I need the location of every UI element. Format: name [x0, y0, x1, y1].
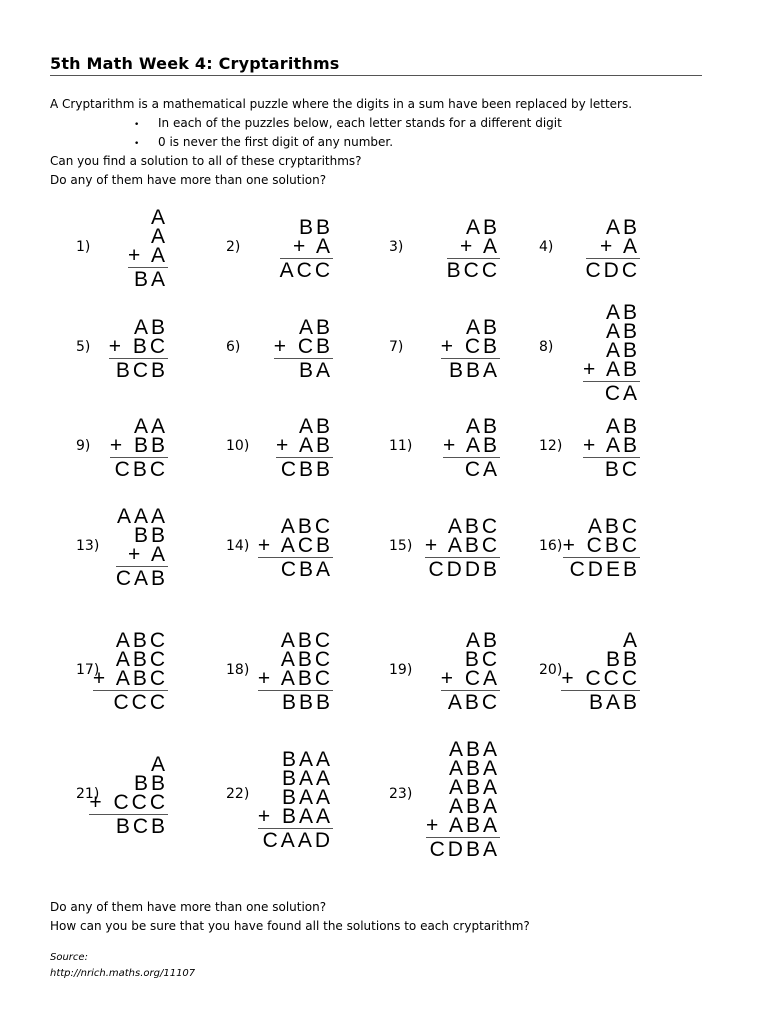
- cryptarithm: [583, 300, 640, 405]
- cryptarithm-addend: BAA: [281, 747, 333, 771]
- cryptarithm-addend: ABA: [448, 757, 500, 780]
- cryptarithm: [89, 755, 168, 836]
- question-text: Can you find a solution to all of these cryptarithms?: [50, 154, 362, 168]
- cryptarithm-addend: + CA: [440, 667, 500, 690]
- cryptarithm-addend: + A: [128, 244, 168, 267]
- cryptarithm: [258, 631, 333, 712]
- cryptarithm-result: BA: [274, 358, 333, 380]
- cryptarithm: [273, 315, 333, 382]
- cryptarithm-addend: + A: [600, 234, 640, 258]
- puzzle-number: 20): [539, 662, 563, 678]
- cryptarithm-addend: + ABC: [424, 533, 500, 557]
- cryptarithm-addend: + ABA: [426, 814, 500, 837]
- cryptarithm-addend: + A: [128, 543, 168, 566]
- cryptarithm: [426, 740, 500, 859]
- cryptarithm-addend: AB: [465, 414, 500, 438]
- question-text: Do any of them have more than one solution?: [50, 900, 327, 914]
- cryptarithm: [585, 215, 641, 282]
- puzzle-number: 19): [389, 662, 413, 678]
- cryptarithm: [446, 215, 500, 282]
- bullet-text: In each of the puzzles below, each letter stands for a different digit: [158, 116, 562, 130]
- cryptarithm-addend: ABC: [115, 629, 168, 652]
- puzzle-number: 3): [389, 239, 404, 255]
- cryptarithm-addend: AB: [605, 414, 640, 438]
- cryptarithm-addend: BB: [298, 215, 333, 239]
- cryptarithm-addend: + AB: [443, 433, 500, 457]
- cryptarithm: [109, 414, 168, 481]
- cryptarithm-result: ABC: [441, 690, 500, 712]
- cryptarithm-result: CDEB: [563, 557, 640, 579]
- bullet-item: [134, 116, 562, 130]
- cryptarithm-addend: AA: [133, 414, 168, 438]
- puzzle-number: 22): [226, 786, 250, 802]
- page-title: 5th Math Week 4: Cryptarithms: [50, 54, 702, 76]
- cryptarithm: [443, 414, 500, 481]
- puzzle-number: 2): [226, 239, 241, 255]
- cryptarithm-result: CAB: [115, 567, 168, 590]
- cryptarithm-result: CAAD: [258, 828, 333, 850]
- cryptarithm-addend: AB: [465, 215, 500, 239]
- puzzle-number: 11): [389, 438, 413, 454]
- cryptarithm-addend: ABC: [280, 629, 333, 652]
- cryptarithm-addend: BC: [464, 648, 500, 671]
- cryptarithm-addend: + ACB: [257, 533, 333, 557]
- puzzle-number: 15): [389, 538, 413, 554]
- cryptarithm-addend: ABA: [448, 776, 500, 799]
- cryptarithm-addend: BAA: [281, 785, 333, 809]
- cryptarithm-addend: AB: [298, 315, 333, 339]
- source-label: Source:: [50, 952, 88, 963]
- bullet-icon: •: [134, 120, 140, 130]
- cryptarithm-result: CBB: [276, 457, 333, 479]
- cryptarithm-addend: + AB: [276, 433, 333, 457]
- cryptarithm: [128, 208, 168, 289]
- cryptarithm: [561, 631, 640, 712]
- cryptarithm-addend: + A: [293, 234, 333, 258]
- bullet-item: [134, 135, 393, 149]
- puzzle-number: 4): [539, 239, 554, 255]
- cryptarithm-result: BC: [583, 457, 640, 479]
- cryptarithm: [257, 747, 333, 852]
- puzzle-number: 8): [539, 339, 554, 355]
- cryptarithm-addend: + CB: [440, 334, 500, 358]
- cryptarithm-addend: ABC: [115, 648, 168, 671]
- cryptarithm-addend: AB: [605, 300, 640, 324]
- cryptarithm-result: BBB: [258, 690, 333, 712]
- puzzle-number: 9): [76, 438, 91, 454]
- cryptarithm-addend: + AB: [583, 357, 640, 381]
- cryptarithm: [440, 315, 500, 382]
- intro-text: A Cryptarithm is a mathematical puzzle where the digits in a sum have been replaced by letters.: [50, 97, 633, 111]
- cryptarithm-addend: AB: [133, 315, 168, 339]
- puzzle-number: 17): [76, 662, 100, 678]
- cryptarithm-addend: + ABC: [92, 667, 168, 690]
- cryptarithm-result: CCC: [93, 690, 168, 712]
- cryptarithm-addend: ABA: [448, 738, 500, 761]
- cryptarithm-addend: BAA: [281, 766, 333, 790]
- cryptarithm-result: CBC: [110, 457, 168, 479]
- cryptarithm-addend: BB: [133, 772, 168, 795]
- cryptarithm-addend: ABC: [280, 514, 333, 538]
- cryptarithm-result: CA: [583, 381, 640, 403]
- cryptarithm-addend: BB: [605, 648, 640, 671]
- cryptarithm-addend: AAA: [116, 505, 168, 528]
- cryptarithm-addend: AB: [298, 414, 333, 438]
- cryptarithm-addend: AB: [465, 315, 500, 339]
- puzzle-number: 21): [76, 786, 100, 802]
- cryptarithm-result: BCC: [446, 258, 500, 282]
- puzzle-number: 16): [539, 538, 563, 554]
- bullet-icon: •: [134, 139, 140, 149]
- puzzle-number: 23): [389, 786, 413, 802]
- puzzle-number: 7): [389, 339, 404, 355]
- cryptarithm-addend: ABA: [448, 795, 500, 818]
- cryptarithm-addend: AB: [605, 215, 640, 239]
- cryptarithm: [257, 514, 333, 581]
- cryptarithm-addend: + ABC: [257, 667, 333, 690]
- cryptarithm: [279, 215, 333, 282]
- cryptarithm-addend: ABC: [587, 514, 640, 538]
- puzzle-number: 6): [226, 339, 241, 355]
- cryptarithm-addend: + BAA: [257, 804, 333, 828]
- cryptarithm-addend: A: [622, 629, 640, 652]
- cryptarithm-addend: A: [150, 206, 168, 229]
- cryptarithm-result: CBA: [258, 557, 333, 579]
- cryptarithm-addend: + BC: [108, 334, 168, 358]
- source-link[interactable]: http://nrich.maths.org/11107: [50, 968, 196, 979]
- cryptarithm-addend: + CB: [273, 334, 333, 358]
- puzzle-number: 14): [226, 538, 250, 554]
- cryptarithm-addend: AB: [465, 629, 500, 652]
- cryptarithm-result: BCB: [109, 358, 168, 380]
- question-text: How can you be sure that you have found all the solutions to each cryptarithm?: [50, 919, 530, 933]
- cryptarithm: [583, 414, 640, 481]
- cryptarithm: [116, 507, 168, 588]
- cryptarithm-result: CDDB: [425, 557, 500, 579]
- cryptarithm-result: ACC: [279, 258, 333, 282]
- cryptarithm-result: BBA: [441, 358, 500, 380]
- cryptarithm-result: BA: [128, 267, 168, 289]
- puzzle-number: 12): [539, 438, 563, 454]
- puzzle-number: 13): [76, 538, 100, 554]
- cryptarithm-addend: + AB: [583, 433, 640, 457]
- cryptarithm: [93, 631, 168, 712]
- bullet-text: 0 is never the first digit of any number.: [158, 135, 394, 149]
- cryptarithm: [108, 315, 168, 382]
- cryptarithm: [441, 631, 500, 712]
- puzzle-number: 10): [226, 438, 250, 454]
- cryptarithm-addend: AB: [605, 319, 640, 343]
- cryptarithm: [276, 414, 333, 481]
- cryptarithm: [424, 514, 500, 581]
- cryptarithm-addend: + BB: [109, 433, 168, 457]
- cryptarithm-addend: AB: [605, 338, 640, 362]
- cryptarithm-addend: ABC: [280, 648, 333, 671]
- cryptarithm-addend: + CCC: [89, 791, 168, 814]
- puzzle-number: 5): [76, 339, 91, 355]
- cryptarithm-result: BCB: [89, 814, 168, 836]
- cryptarithm-result: CDC: [585, 258, 640, 282]
- cryptarithm-result: CDBA: [426, 837, 500, 859]
- question-text: Do any of them have more than one solution?: [50, 173, 327, 187]
- cryptarithm-addend: + CCC: [561, 667, 640, 690]
- cryptarithm-addend: + CBC: [562, 533, 640, 557]
- cryptarithm-addend: BB: [133, 524, 168, 547]
- puzzle-number: 1): [76, 239, 91, 255]
- cryptarithm-addend: A: [150, 753, 168, 776]
- cryptarithm-addend: ABC: [447, 514, 500, 538]
- cryptarithm-result: CA: [443, 457, 500, 479]
- cryptarithm-result: BAB: [561, 690, 640, 712]
- cryptarithm-addend: A: [150, 225, 168, 248]
- cryptarithm: [562, 514, 640, 581]
- puzzle-number: 18): [226, 662, 250, 678]
- cryptarithm-addend: + A: [460, 234, 500, 258]
